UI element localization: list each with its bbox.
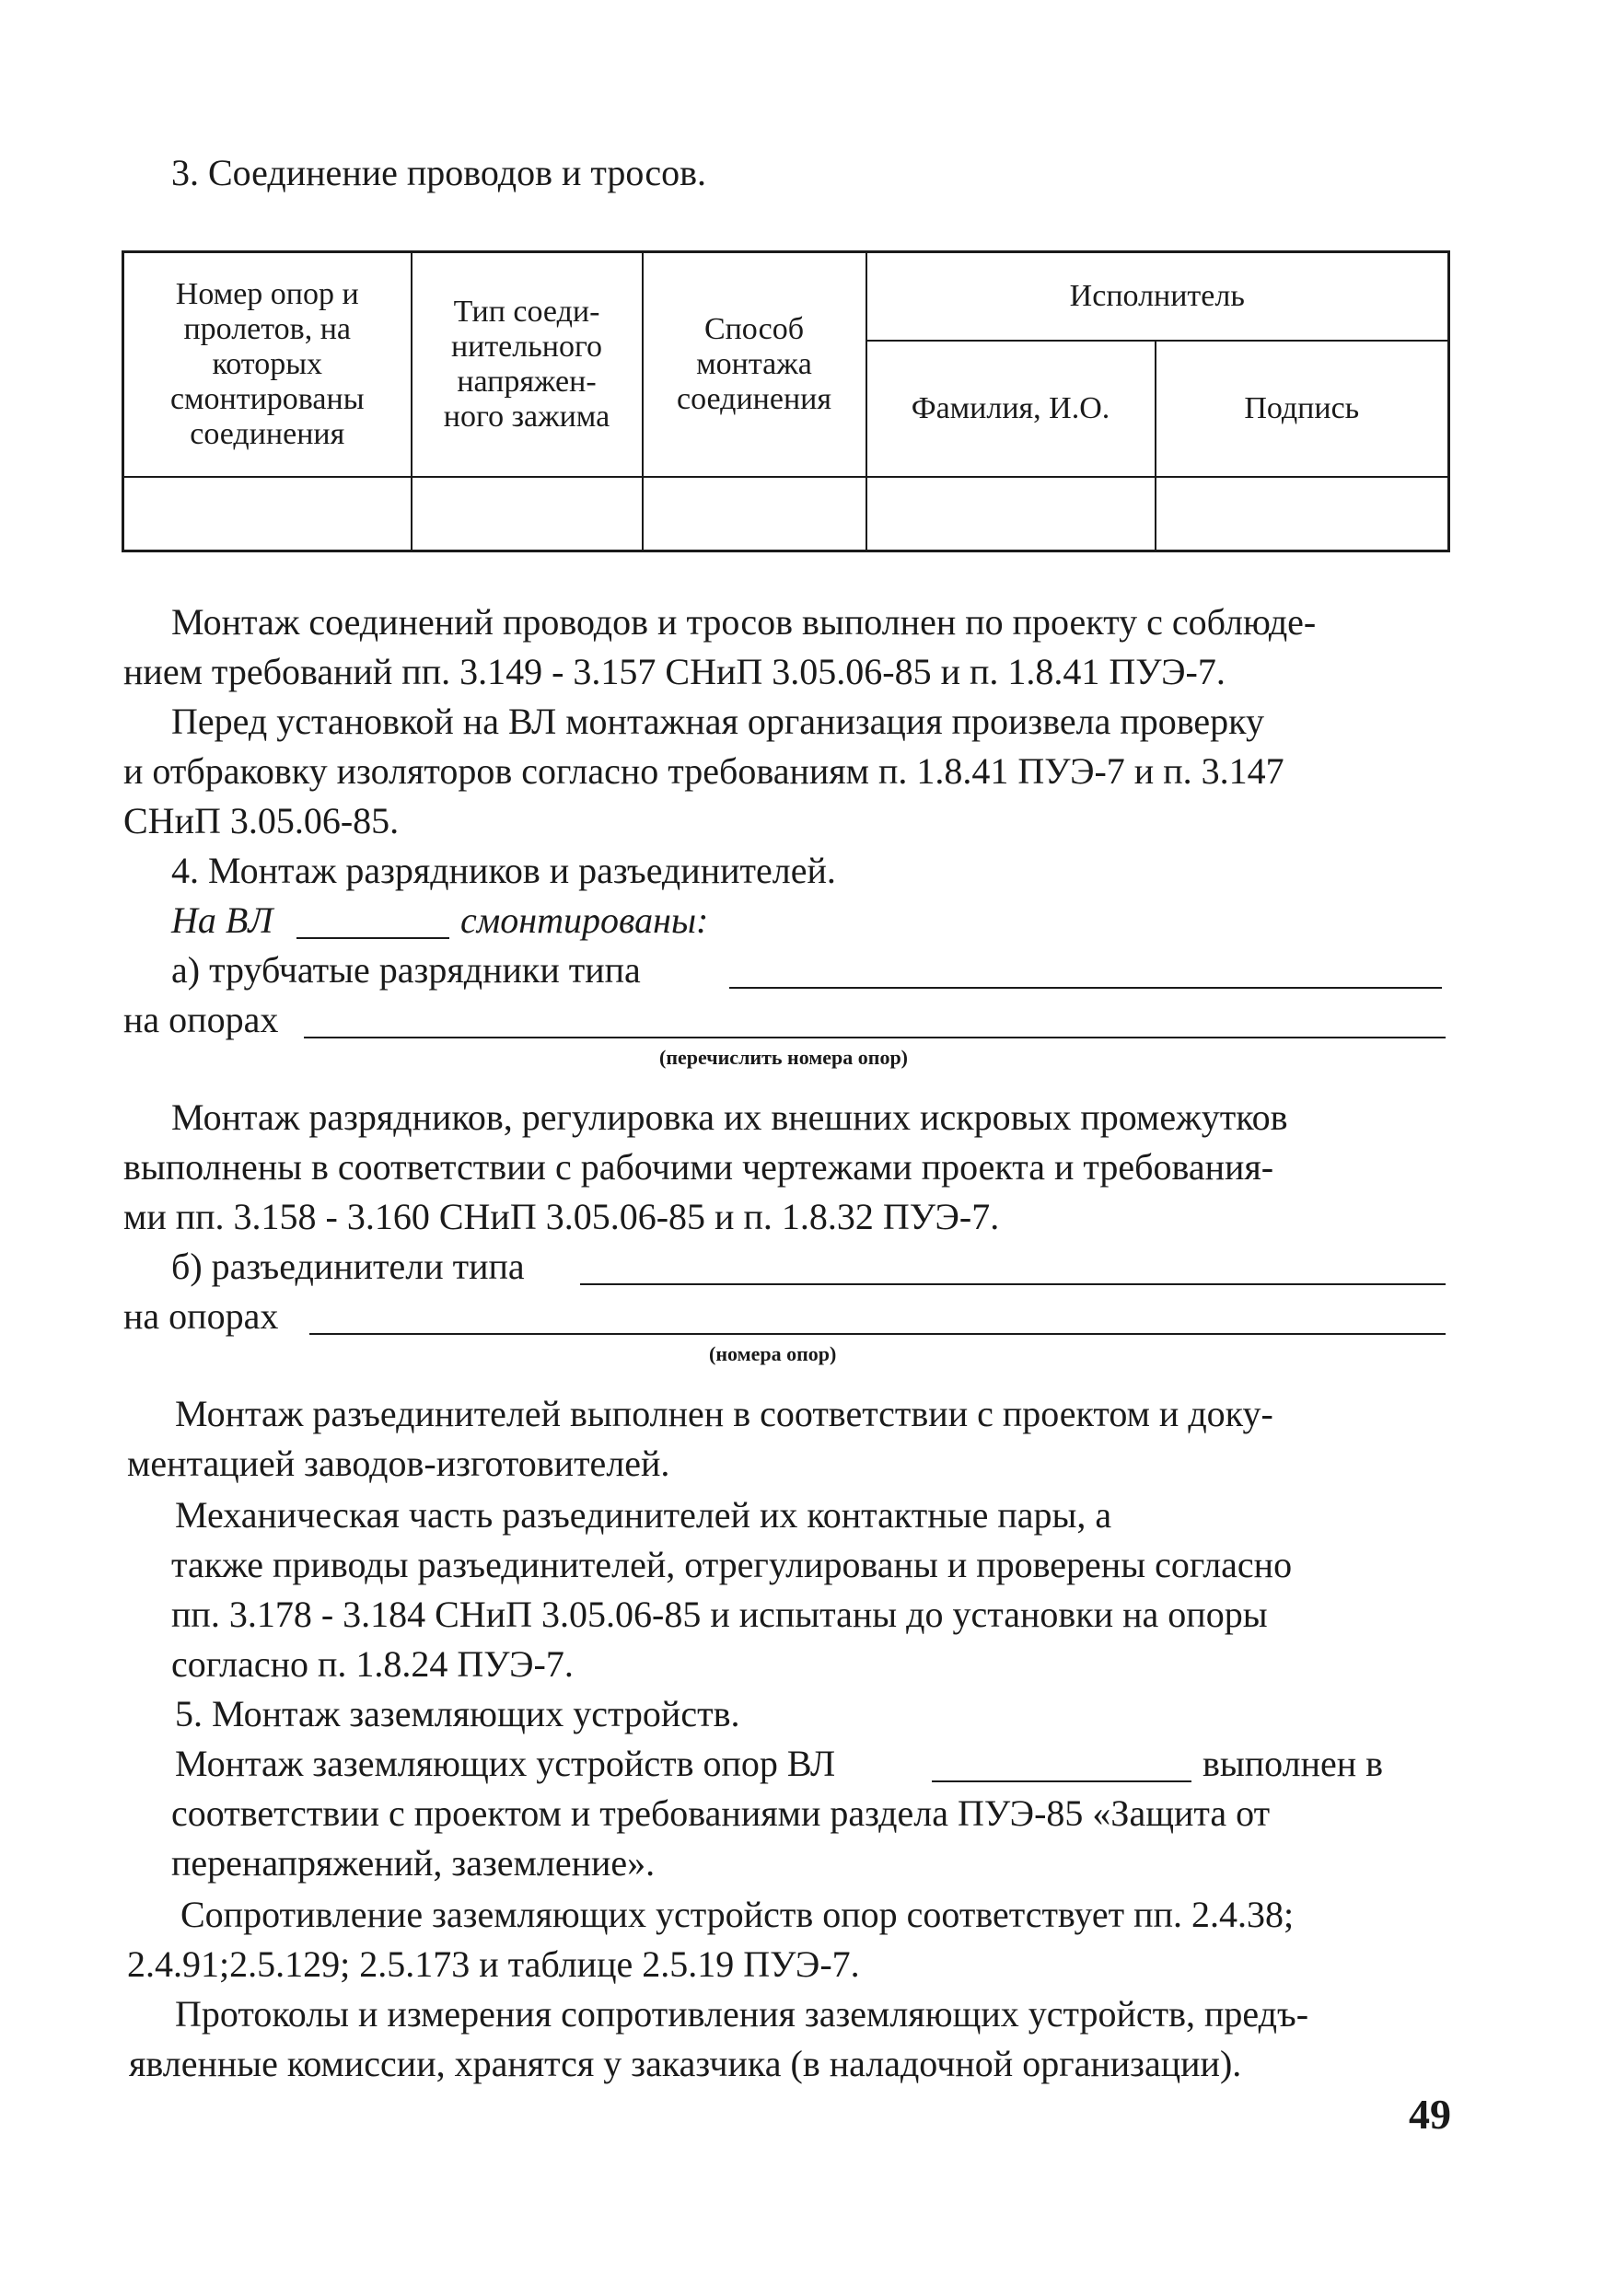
caption-a: (перечислить номера опор) (659, 1046, 909, 1069)
on-supports-a: на опорах (123, 999, 279, 1040)
table-cell[interactable] (866, 477, 1156, 551)
supports-b-field[interactable] (309, 1333, 1446, 1335)
paragraph-5: пп. 3.178 - 3.184 СНиП 3.05.06-85 и испытаны до установки на опоры (171, 1594, 1268, 1635)
section4-heading: 4. Монтаж разрядников и разъединителей. (171, 850, 836, 891)
paragraph-7: 2.4.91;2.5.129; 2.5.173 и таблице 2.5.19 ПУЭ-7. (127, 1943, 860, 1985)
item-b: б) разъединители типа (171, 1246, 525, 1287)
page-number: 49 (1409, 2091, 1451, 2138)
paragraph-5: Механическая часть разъединителей их контактные пары, а (175, 1494, 1112, 1536)
paragraph-1: нием требований пп. 3.149 - 3.157 СНиП 3.05.06-85 и п. 1.8.41 ПУЭ-7. (123, 651, 1226, 692)
paragraph-2: Перед установкой на ВЛ монтажная организация произвела проверку (171, 701, 1265, 742)
paragraph-7: Сопротивление заземляющих устройств опор соответствует пп. 2.4.38; (180, 1894, 1295, 1935)
paragraph-8: явленные комиссии, хранятся у заказчика (в наладочной организации). (129, 2043, 1242, 2084)
table-cell[interactable] (1156, 477, 1449, 551)
paragraph-3: ми пп. 3.158 - 3.160 СНиП 3.05.06-85 и п. 1.8.32 ПУЭ-7. (123, 1196, 1000, 1237)
header-signature: Подпись (1156, 341, 1449, 477)
on-supports-b: на опорах (123, 1295, 279, 1337)
caption-b: (номера опор) (709, 1342, 837, 1365)
table-cell[interactable] (123, 477, 412, 551)
header-clamp-type: Тип соеди- нительного напряжен- ного зажима (412, 252, 643, 477)
header-name: Фамилия, И.О. (866, 341, 1156, 477)
table-cell[interactable] (643, 477, 866, 551)
paragraph-6: соответствии с проектом и требованиями раздела ПУЭ-85 «Защита от (171, 1792, 1271, 1834)
header-executor: Исполнитель (866, 252, 1449, 341)
section5-heading: 5. Монтаж заземляющих устройств. (175, 1693, 740, 1734)
paragraph-6-start: Монтаж заземляющих устройств опор ВЛ (175, 1743, 836, 1784)
grounding-vl-field[interactable] (932, 1780, 1191, 1782)
section3-heading: 3. Соединение проводов и тросов. (171, 152, 706, 193)
vl-suffix: смонтированы: (460, 899, 709, 941)
paragraph-6: перенапряжений, заземление». (171, 1842, 656, 1884)
connections-table (122, 250, 1447, 550)
table-row (123, 477, 1449, 551)
paragraph-1: Монтаж соединений проводов и тросов выполнен по проекту с соблюде- (171, 601, 1317, 643)
paragraph-5: согласно п. 1.8.24 ПУЭ-7. (171, 1643, 574, 1685)
paragraph-5: также приводы разъединителей, отрегулированы и проверены согласно (171, 1544, 1293, 1585)
paragraph-4: Монтаж разъединителей выполнен в соответствии с проектом и доку- (175, 1393, 1273, 1434)
header-supports: Номер опор и пролетов, на которых смонтированы соединения (123, 252, 412, 477)
paragraph-2: и отбраковку изоляторов согласно требованиям п. 1.8.41 ПУЭ-7 и п. 3.147 (123, 750, 1284, 792)
vl-prefix: На ВЛ (171, 899, 273, 941)
header-method: Способ монтажа соединения (643, 252, 866, 477)
arrester-type-field[interactable] (729, 987, 1442, 989)
supports-a-field[interactable] (304, 1037, 1446, 1038)
vl-name-field[interactable] (296, 937, 449, 939)
paragraph-2: СНиП 3.05.06-85. (123, 800, 400, 841)
item-a: а) трубчатые разрядники типа (171, 949, 641, 991)
paragraph-3: Монтаж разрядников, регулировка их внешних искровых промежутков (171, 1096, 1288, 1138)
paragraph-4: ментацией заводов-изготовителей. (127, 1443, 670, 1484)
disconnector-type-field[interactable] (580, 1283, 1446, 1285)
table-cell[interactable] (412, 477, 643, 551)
paragraph-6-end: выполнен в (1203, 1743, 1384, 1784)
paragraph-8: Протоколы и измерения сопротивления заземляющих устройств, предъ- (175, 1993, 1309, 2035)
paragraph-3: выполнены в соответствии с рабочими чертежами проекта и требования- (123, 1146, 1274, 1188)
